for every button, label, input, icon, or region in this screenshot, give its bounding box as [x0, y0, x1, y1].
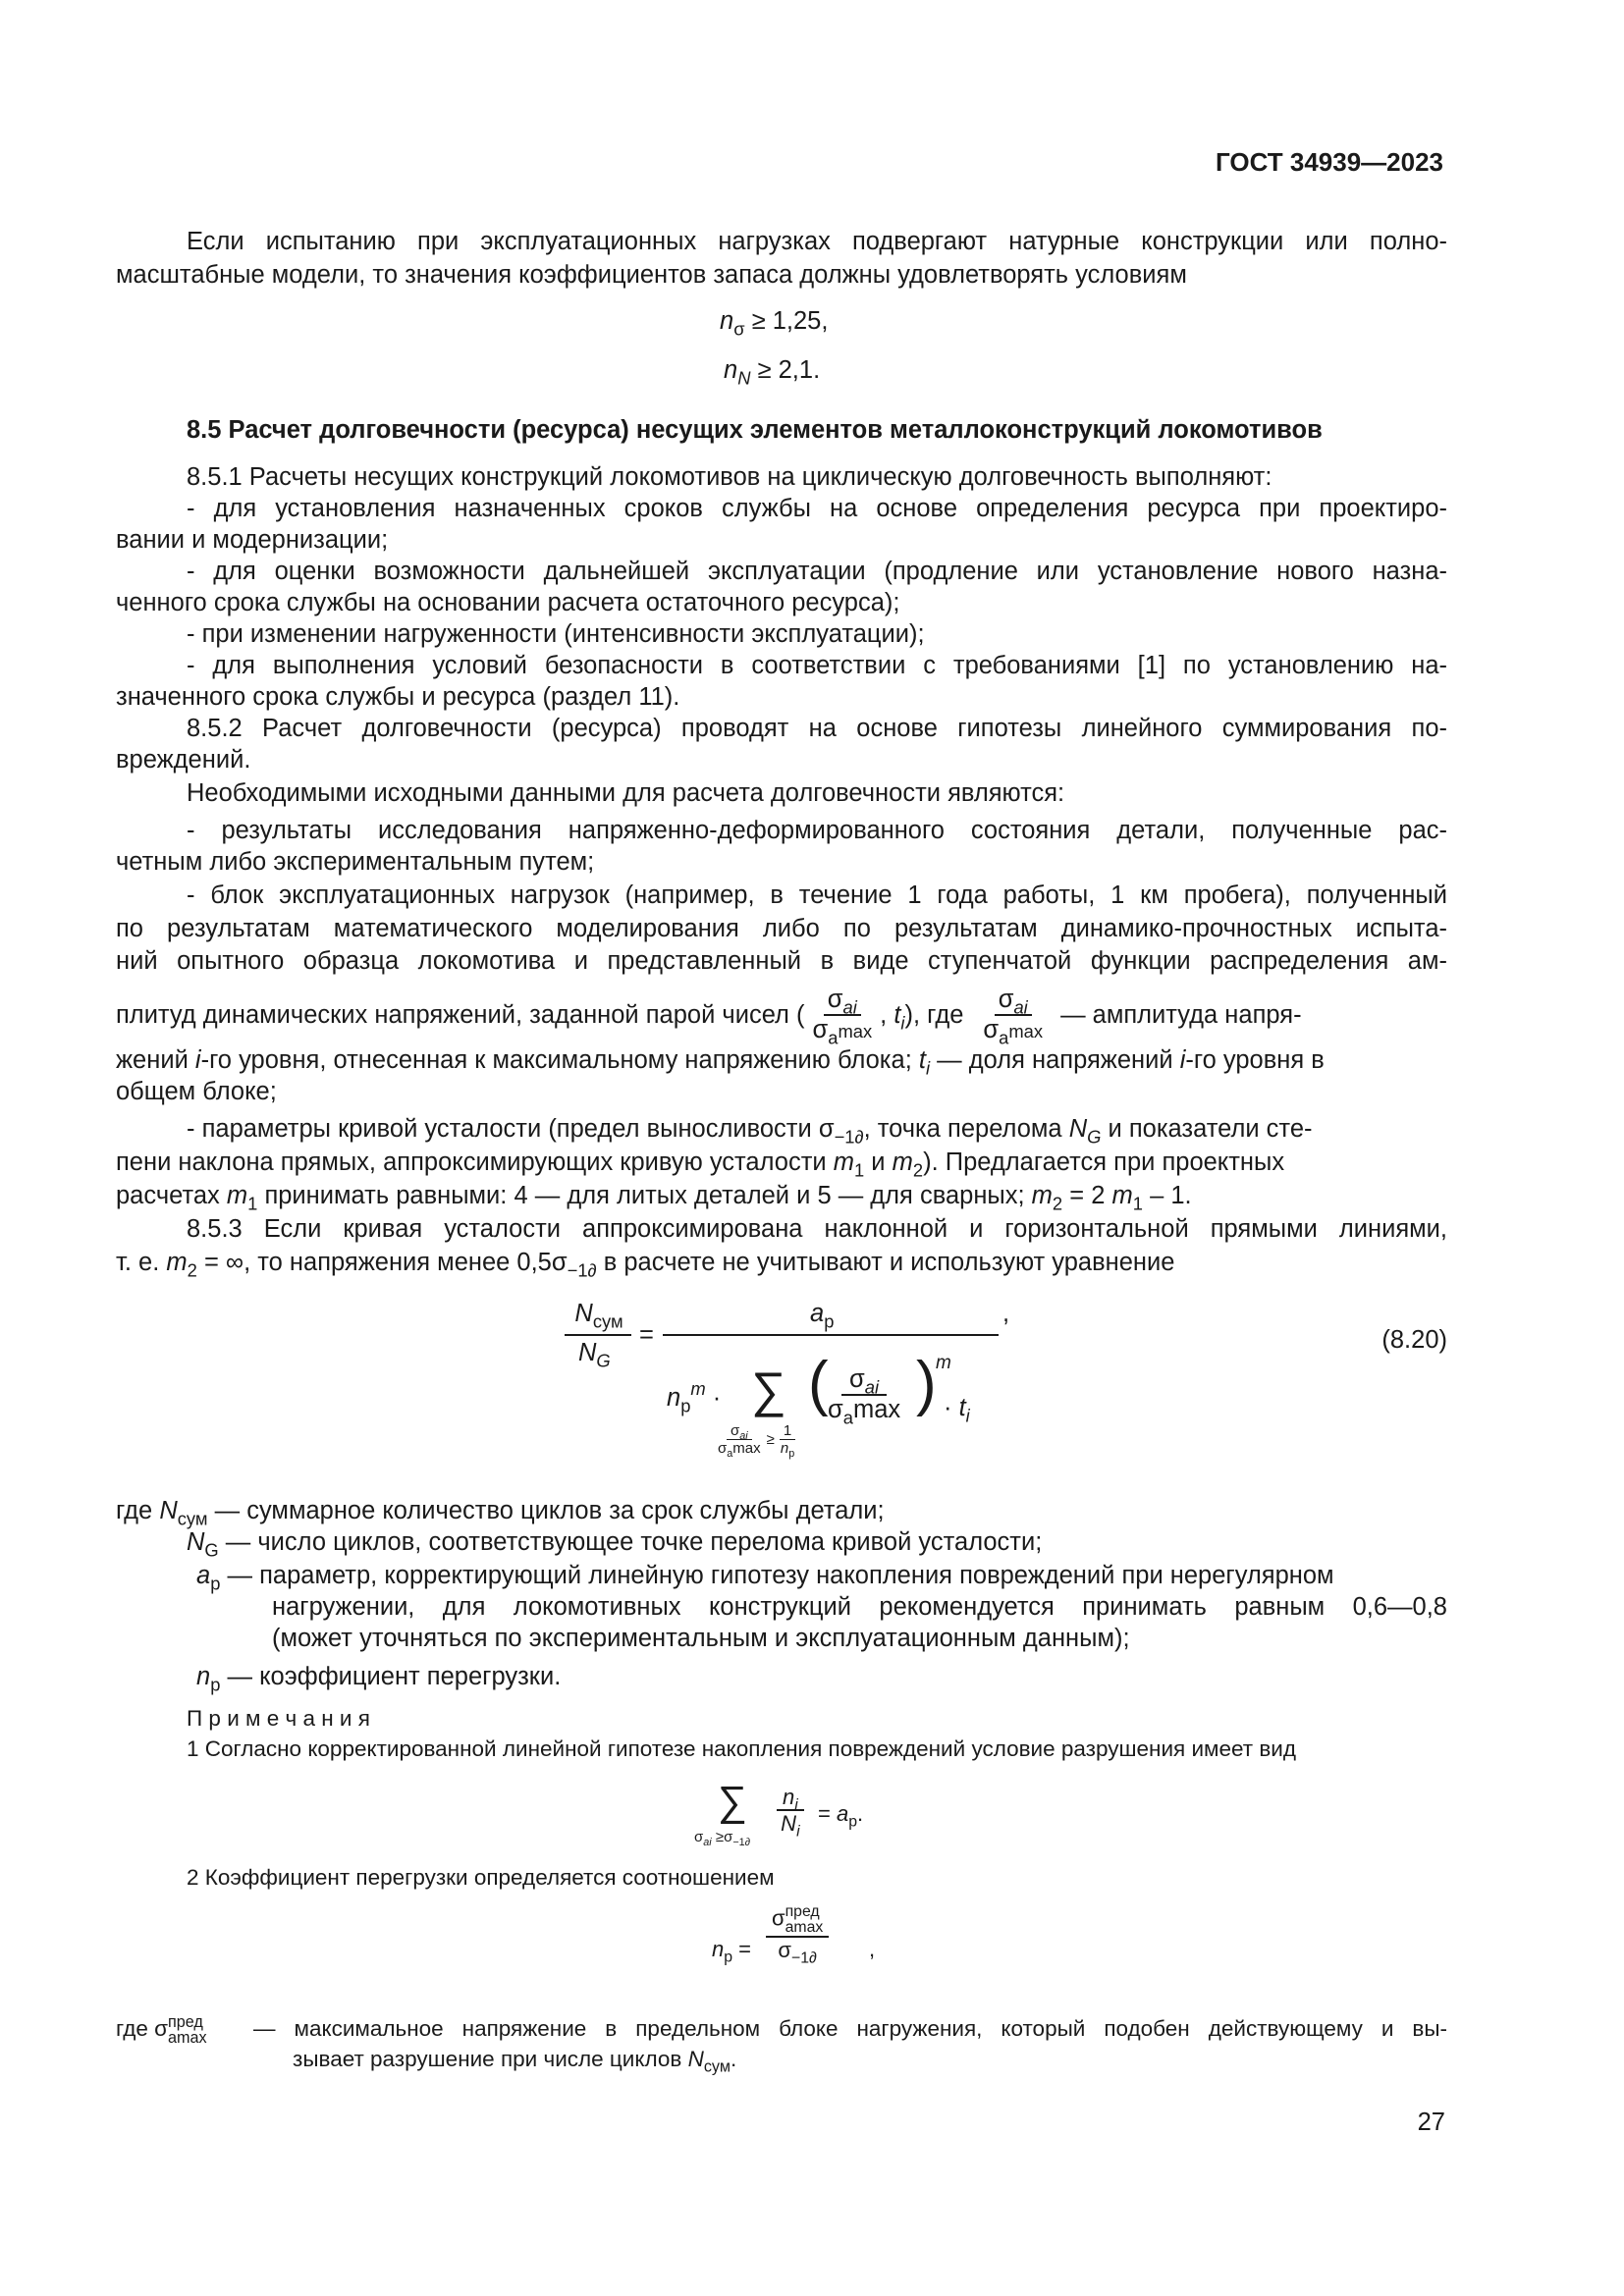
page-number: 27 — [1417, 2109, 1445, 2136]
bullet-line: значенного срока службы и ресурса (раздел 11). — [116, 683, 680, 711]
requirement-line: - параметры кривой усталости (предел выносливости $\sigma_{-1\partial}$, точка перелома $N_G$ и показатели сте- — [187, 1115, 1313, 1148]
bullet-line: - при изменении нагруженности (интенсивности эксплуатации); — [187, 620, 925, 648]
equation-8-20: $N_{сум}$ $N_G$ = $a_р$ $n_р^m$ · ∑ $\frac{\sigma_{ai}}{\sigma_a\max}$ ≥ $\frac{1}{n_р}$ ( $\frac{\sigma_{ai}}{\sigma_a\max}$ ) m · $t_i$ , — [565, 1291, 1016, 1477]
requirement-line: общем блоке; — [116, 1078, 277, 1105]
bullet-line: - для установления назначенных сроков службы на основе определения ресурса при проектиро- — [187, 495, 1447, 522]
paragraph-8-5-2: вреждений. — [116, 746, 251, 774]
bullet-line: - для оценки возможности дальнейшей эксплуатации (продление или установление нового назна- — [187, 558, 1447, 585]
note-1: 1 Согласно корректированной линейной гипотезе накопления повреждений условие разрушения имеет вид — [187, 1736, 1296, 1761]
condition-n-sigma: $n_\sigma \ge 1,25$, — [720, 307, 829, 340]
paragraph-8-5-3: 8.5.3 Если кривая усталости аппроксимирована наклонной и горизонтальной прямыми линиями, — [187, 1215, 1447, 1243]
notes-title: П р и м е ч а н и я — [187, 1706, 370, 1731]
requirement-line: - блок эксплуатационных нагрузок (например, в течение 1 года работы, 1 км пробега), полученный — [187, 881, 1447, 909]
overload-ratio-formula: $n_р$ = σ пред amax $\sigma_{-1\partial}$ , — [712, 1903, 876, 1967]
condition-n-N: $n_N \ge 2,1$. — [724, 356, 821, 389]
bullet-line: вании и модернизации; — [116, 526, 389, 554]
definition-a-p: $a_р$ — параметр, корректирующий линейную гипотезу накопления повреждений при нерегулярном — [196, 1562, 1334, 1594]
sigma-ratio-fraction: $\frac{\sigma_{ai}}{\sigma_a\max}$ — [983, 986, 1044, 1048]
requirement-line: четным либо экспериментальным путем; — [116, 848, 595, 876]
equation-number: (8.20) — [1381, 1326, 1447, 1354]
definition-a-p: (может уточняться по экспериментальным и эксплуатационным данным); — [272, 1625, 1130, 1652]
definition-sigma-limit: — максимальное напряжение в предельном блоке нагружения, который подобен действующему и вы- — [253, 2016, 1447, 2041]
definition-n-p: $n_р$ — коэффициент перегрузки. — [196, 1663, 562, 1695]
bullet-line: ченного срока службы на основании расчета остаточного ресурса); — [116, 589, 900, 616]
requirement-line: по результатам математического моделирования либо по результатам динамико-прочностных испыта- — [116, 915, 1447, 942]
definition-a-p: нагружении, для локомотивных конструкций рекомендуется принимать равным 0,6—0,8 — [272, 1593, 1447, 1621]
paragraph-needed: Необходимыми исходными данными для расчета долговечности являются: — [187, 779, 1065, 807]
requirement-line: жений i-го уровня, отнесенная к максимальному напряжению блока; $t_i$ — доля напряжений i-го уровня в — [116, 1046, 1325, 1079]
requirement-line: - результаты исследования напряженно-деформированного состояния детали, полученные рас- — [187, 817, 1447, 844]
definition-n-g: $N_G$ — число циклов, соответствующее точке перелома кривой усталости; — [187, 1528, 1043, 1561]
requirement-line: расчетах $m_1$ принимать равными: 4 — для литых деталей и 5 — для сварных; $m_2 = 2$ $m_1 - 1$. — [116, 1182, 1192, 1214]
paragraph-8-5-2: 8.5.2 Расчет долговечности (ресурса) проводят на основе гипотезы линейного суммирования по- — [187, 715, 1447, 742]
intro-paragraph-line: масштабные модели, то значения коэффициентов запаса должны удовлетворять условиям — [116, 261, 1187, 289]
note-2: 2 Коэффициент перегрузки определяется соотношением — [187, 1865, 775, 1890]
paragraph-8-5-3: т. е. $m_2$ = ∞, то напряжения менее $0,5\sigma_{-1\partial}$ в расчете не учитывают и используют уравнение — [116, 1249, 1175, 1281]
requirement-line: ний опытного образца локомотива и представленный в виде ступенчатой функции распределения ам- — [116, 947, 1447, 975]
bullet-line: - для выполнения условий безопасности в соответствии с требованиями [1] по установлению на- — [187, 652, 1447, 679]
document-id: ГОСТ 34939—2023 — [1216, 147, 1443, 177]
intro-paragraph-line: Если испытанию при эксплуатационных нагрузках подвергают натурные конструкции или полно- — [187, 228, 1447, 255]
requirement-line-fractions: плитуд динамических напряжений, заданной парой чисел ( $\frac{\sigma_{ai}}{\sigma_a\max}$ , $t_i$ ), где $\frac{\sigma_{ai}}{\sigma_a\max}$ — амплитуда напря- — [116, 986, 1302, 1048]
paragraph-8-5-1: 8.5.1 Расчеты несущих конструкций локомотивов на циклическую долговечность выполняют: — [187, 463, 1272, 491]
section-heading: 8.5 Расчет долговечности (ресурса) несущих элементов металлоконструкций локомотивов — [187, 416, 1323, 444]
definition-sigma-limit: зывает разрушение при числе циклов $N_{сум}$. — [293, 2047, 737, 2076]
requirement-line: пени наклона прямых, аппроксимирующих кривую усталости $m_1$ и $m_2$). Предлагается при проектных — [116, 1148, 1285, 1181]
definition-n-sum: где $N_{сум}$ — суммарное количество циклов за срок службы детали; — [116, 1497, 885, 1529]
definition-sigma-limit: где σ пред amax — [116, 2013, 207, 2048]
failure-condition-formula: ∑ $\sigma_{ai} \ge\sigma_{-1\partial}$ $\frac{n_i}{N_i}$ = $a_р$. — [694, 1778, 864, 1848]
sigma-ratio-fraction: $\frac{\sigma_{ai}}{\sigma_a\max}$ — [812, 986, 873, 1048]
